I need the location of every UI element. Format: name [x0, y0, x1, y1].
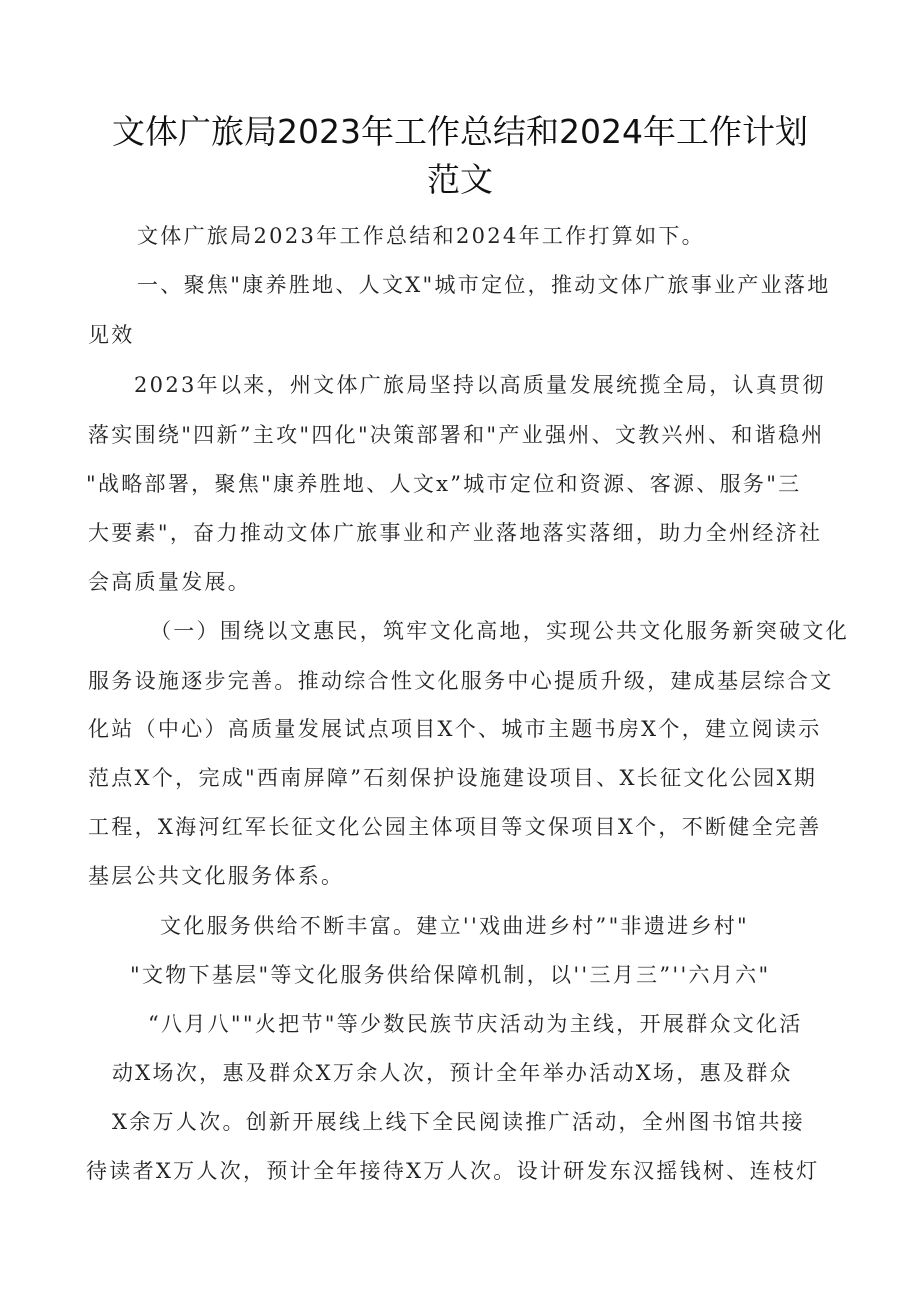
paragraph-line: “八月八""火把节"等少数民族节庆活动为主线，开展群众文化活 — [148, 1012, 803, 1036]
paragraph-line: 会高质量发展。 — [88, 570, 252, 594]
paragraph-line: "文物下基层"等文化服务供给保障机制，以''三月三”''六月六" — [130, 963, 771, 987]
paragraph-line: 化站（中心）高质量发展试点项目X个、城市主题书房X个，建立阅读示 — [88, 717, 822, 741]
paragraph-line: "战略部署，聚焦"康养胜地、人文x”城市定位和资源、客源、服务"三 — [86, 472, 802, 496]
paragraph-line: 大要素"，奋力推动文体广旅事业和产业落地落实落细，助力全州经济社 — [88, 521, 823, 545]
paragraph-line: 落实围绕"四新”主攻"四化"决策部署和"产业强州、文教兴州、和谐稳州 — [88, 423, 825, 447]
paragraph-line: 基层公共文化服务体系。 — [88, 864, 345, 888]
paragraph-line: 2023年以来，州文体广旅局坚持以高质量发展统揽全局，认真贯彻 — [134, 373, 826, 397]
paragraph-line: X余万人次。创新开展线上线下全民阅读推广活动，全州图书馆共接 — [112, 1110, 805, 1134]
paragraph-line: 动X场次，惠及群众X万余人次，预计全年举办活动X场，惠及群众 — [112, 1061, 793, 1085]
paragraph-line: 待读者X万人次，预计全年接待X万人次。设计研发东汉摇钱树、连枝灯 — [86, 1159, 820, 1183]
document-title — [0, 108, 920, 204]
section-heading-line: 一、聚焦"康养胜地、人文X"城市定位，推动文体广旅事业产业落地 — [137, 273, 831, 297]
subsection-line: （一）围绕以文惠民，筑牢文化高地，实现公共文化服务新突破文化 — [150, 619, 849, 643]
title-line-2: 范文 — [427, 160, 493, 199]
paragraph-line: 工程，X海河红军长征文化公园主体项目等文保项目X个，不断健全完善 — [88, 815, 822, 839]
paragraph-line: 文化服务供给不断丰富。建立''戏曲进乡村”"非遗进乡村" — [160, 914, 749, 938]
paragraph-line: 范点X个，完成"西南屏障”石刻保护设施建设项目、X长征文化公园X期 — [88, 766, 818, 790]
intro-line: 文体广旅局2023年工作总结和2024年工作打算如下。 — [137, 224, 705, 248]
title-line-1: 文体广旅局2023年工作总结和2024年工作计划 — [112, 112, 808, 151]
paragraph-line: 服务设施逐步完善。推动综合性文化服务中心提质升级，建成基层综合文 — [88, 669, 834, 693]
section-heading-line: 见效 — [88, 323, 135, 347]
